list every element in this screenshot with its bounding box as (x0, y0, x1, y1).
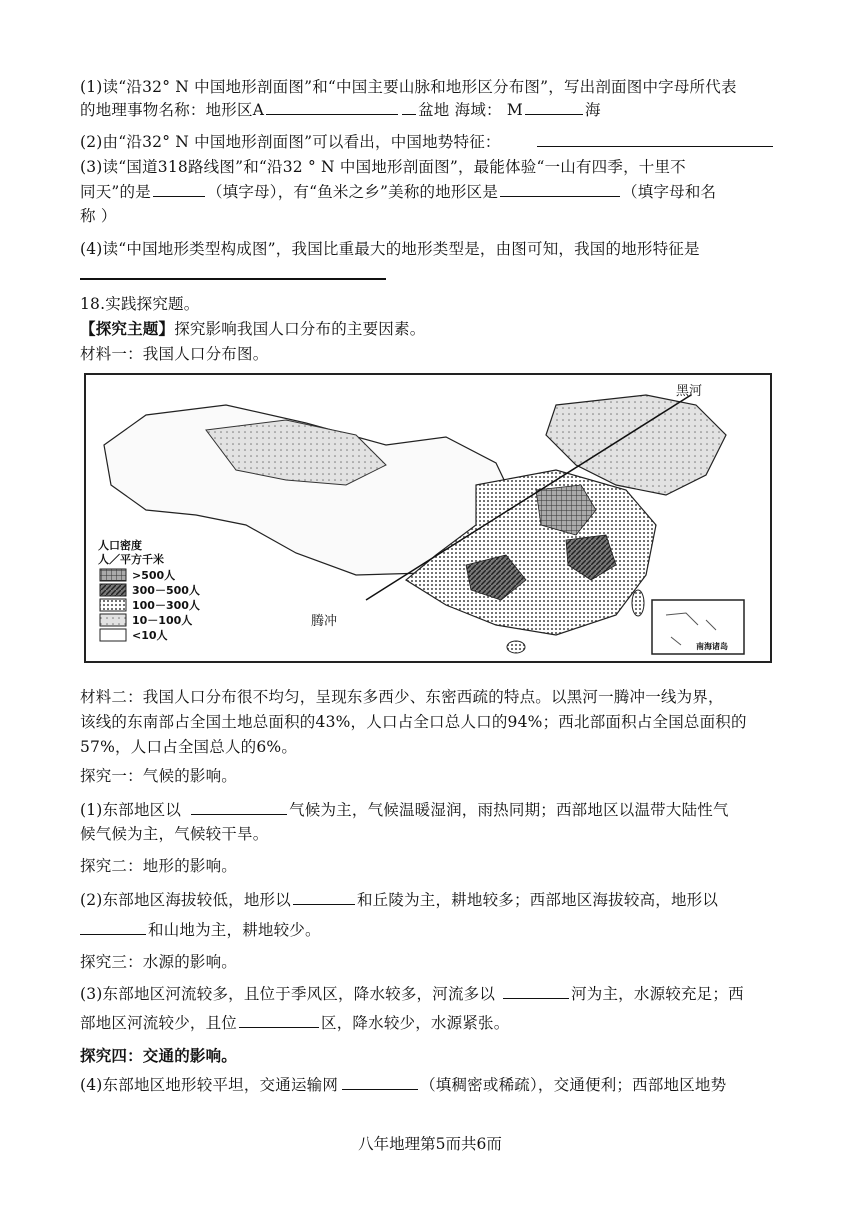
label-heihe: 黑河 (676, 384, 703, 399)
legend-swatch-100 (100, 599, 126, 611)
q18-e2-line1 (80, 889, 812, 911)
q17-part1-text-b: 盆地 海域： M (418, 101, 523, 119)
q18-e3-title: 探究三：水源的影响。 (80, 953, 238, 971)
q18-e3-text-b: 河为主，水源较充足；西 (571, 985, 744, 1003)
q18-e3-text-c: 部地区河流较少，且位 (80, 1014, 238, 1032)
answer-blank-river-type[interactable] (503, 983, 569, 999)
q17-part3-text-c: （填字母和名 (622, 183, 717, 201)
q18-e1-line1 (80, 799, 812, 821)
answer-blank-zone[interactable] (239, 1012, 319, 1028)
q18-e2-text-c: 和山地为主，耕地较少。 (148, 921, 321, 939)
q17-part1-line1: (1)读“沿32° N 中国地形剖面图”和“中国主要山脉和地形区分布图”，写出剖面图中字母所代表 (80, 78, 737, 96)
q17-part3-line3: 称 ） (80, 207, 117, 225)
answer-blank-transport[interactable] (342, 1074, 418, 1090)
legend-item-1: >500人 (132, 569, 176, 582)
q17-part1-text-a: 的地理事物名称：地形区A (80, 101, 265, 119)
legend-title-2: 人／平方千米 (98, 553, 164, 566)
map-legend (98, 538, 200, 642)
legend-swatch-500 (100, 569, 126, 581)
q18-title: 18.实践探究题。 (80, 295, 200, 313)
q18-e4-title: 探究四：交通的影响。 (80, 1047, 238, 1065)
legend-item-4: 10－100人 (132, 614, 193, 627)
population-map (84, 373, 772, 663)
answer-blank-sea-m[interactable] (525, 99, 583, 115)
legend-item-3: 100－300人 (132, 599, 200, 612)
q18-material2-line3: 57%，人口占全国总人的6%。 (80, 738, 298, 756)
q18-material1: 材料一：我国人口分布图。 (80, 345, 269, 363)
population-map-svg (86, 375, 770, 661)
legend-swatch-300 (100, 584, 126, 596)
q18-e4-text-b: （填稠密或稀疏），交通便利；西部地区地势 (420, 1076, 727, 1094)
region-hainan (507, 641, 525, 653)
answer-blank-climate[interactable] (191, 799, 287, 815)
q18-e2-text-a: (2)东部地区海拔较低，地形以 (80, 891, 291, 909)
q18-e3-text-a: (3)东部地区河流较多，且位于季风区，降水较多，河流多以 (80, 985, 496, 1003)
answer-blank-underline (402, 99, 416, 115)
q18-theme-text: 探究影响我国人口分布的主要因素。 (174, 320, 426, 338)
legend-swatch-10 (100, 614, 126, 626)
legend-item-5: <10人 (132, 629, 168, 642)
q17-part2 (80, 131, 812, 153)
q17-part3-line1: (3)读“国道318路线图”和“沿32 ° N 中国地形剖面图”，最能体验“一山有四季，十里不 (80, 158, 686, 176)
inset-label: 南海诸岛 (696, 642, 728, 651)
q17-part1-line2 (80, 99, 812, 121)
answer-blank-letter[interactable] (153, 181, 205, 197)
q17-part4: (4)读“中国地形类型构成图”，我国比重最大的地形类型是，由图可知，我国的地形特征是 (80, 240, 700, 258)
q18-e1-text-b: 气候为主，气候温暖湿润，雨热同期；西部地区以温带大陆性气 (289, 801, 729, 819)
legend-swatch-lt10 (100, 629, 126, 641)
q18-material2-line2: 该线的东南部占全国土地总面积的43%，人口占全口总人口的94%；西北部面积占全国总面积的 (80, 713, 747, 731)
page-footer: 八年地理第5而共6而 (358, 1135, 502, 1153)
q18-e1-title: 探究一：气候的影响。 (80, 767, 238, 785)
answer-blank-part4[interactable] (80, 278, 386, 280)
q18-e2-line2 (80, 919, 812, 941)
answer-blank-east-terrain[interactable] (293, 889, 355, 905)
legend-title-1: 人口密度 (98, 539, 142, 552)
q18-material2-line1: 材料二：我国人口分布很不均匀，呈现东多西少、东密西疏的特点。以黑河一腾冲一线为界， (80, 688, 724, 706)
answer-blank-terrain-feature[interactable] (537, 131, 773, 147)
legend-item-2: 300－500人 (132, 584, 200, 597)
answer-blank-terrain-a[interactable] (266, 99, 398, 115)
q18-theme (80, 318, 812, 340)
q18-e2-title: 探究二：地形的影响。 (80, 857, 238, 875)
q18-e2-text-b: 和丘陵为主，耕地较多；西部地区海拔较高，地形以 (356, 891, 719, 909)
q18-e3-text-d: 区，降水较少，水源紧张。 (321, 1014, 510, 1032)
q18-e1-line2: 候气候为主，气候较干旱。 (80, 825, 269, 843)
q17-part3-text-a: 同天”的是 (80, 183, 151, 201)
q18-e4-text-a: (4)东部地区地形较平坦，交通运输网 (80, 1076, 339, 1094)
answer-blank-region[interactable] (500, 181, 620, 197)
south-sea-inset (652, 600, 744, 654)
q17-part2-text: (2)由“沿32° N 中国地形剖面图”可以看出，中国地势特征： (80, 133, 501, 151)
answer-blank-west-terrain[interactable] (80, 919, 146, 935)
q18-e3-line1 (80, 983, 812, 1005)
region-taiwan (632, 590, 644, 616)
label-tengchong: 腾冲 (311, 614, 338, 629)
q18-e4-line1 (80, 1074, 812, 1096)
q18-theme-bracket: 【探究主题】 (80, 320, 175, 338)
q17-part3-line2 (80, 181, 812, 203)
q18-e3-line2 (80, 1012, 812, 1034)
q17-part1-text-c: 海 (584, 101, 601, 119)
q17-part3-text-b: （填字母），有“鱼米之乡”美称的地形区是 (206, 183, 499, 201)
q18-e1-text-a: (1)东部地区以 (80, 801, 182, 819)
